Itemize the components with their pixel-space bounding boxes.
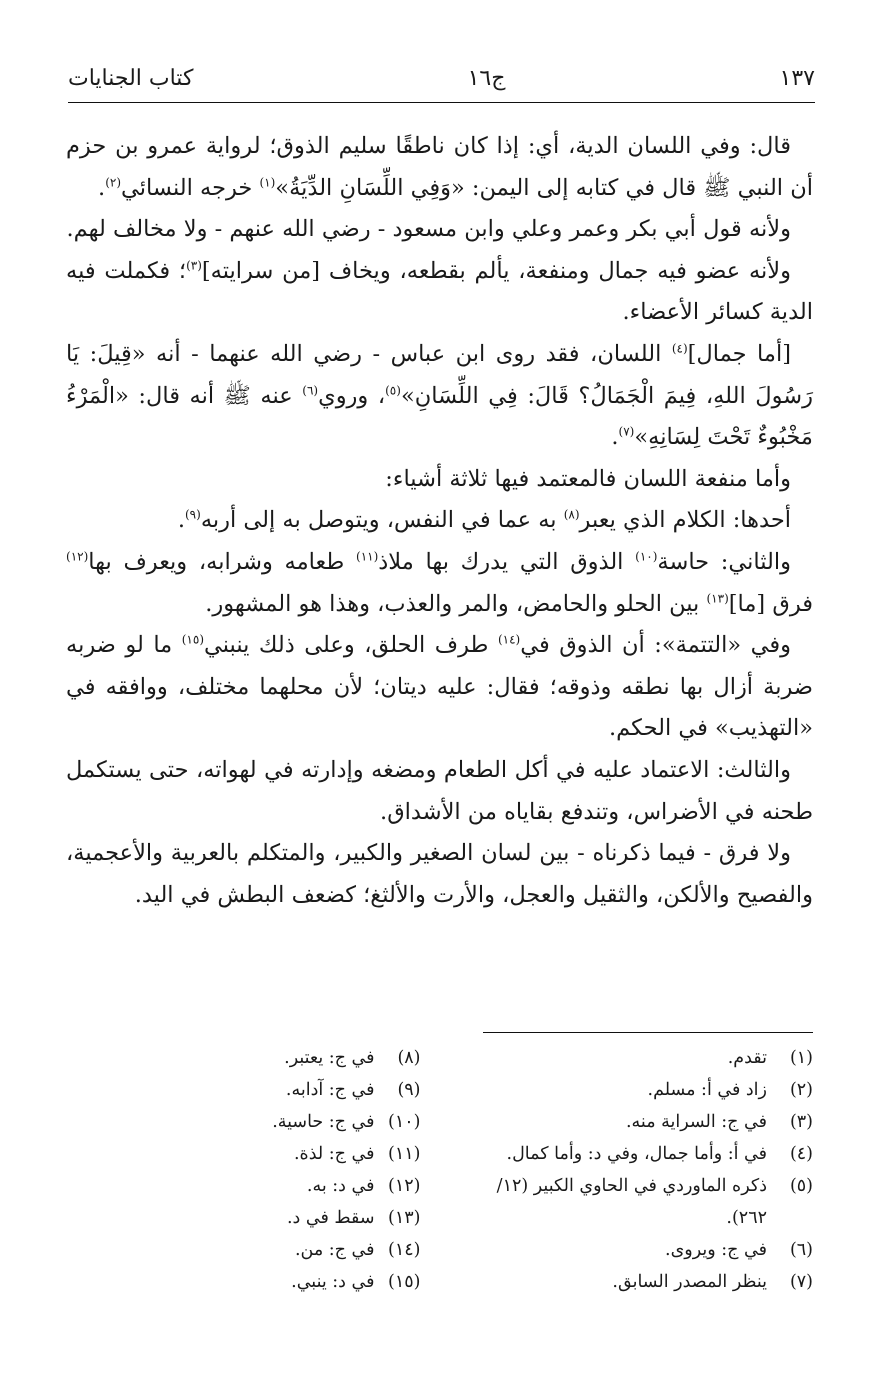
- footnotes-column-left: [68, 1042, 461, 1298]
- footnote: (٢) زاد في أ: مسلم.: [647, 1080, 813, 1100]
- footnote: (١٣) سقط في د.: [286, 1208, 421, 1228]
- footnote: (٦) في ج: ويروى.: [665, 1240, 813, 1260]
- paragraph: والثاني: حاسة$^{(١٠)}$ الذوق التي يدرك بها ملاذ$^{(١١)}$ طعامه وشرابه، ويعرف بها$^{(١٢)}$ فرق [ما]$^{(١٣)}$ بين الحلو والحامض، والمر والعذب، وهذا هو المشهور.: [66, 548, 813, 617]
- footnote: (١٥) في د: ينبي.: [291, 1272, 421, 1292]
- page-header: [68, 56, 815, 100]
- footnote: (٥) ذكره الماوردي في الحاوي الكبير (١٢/ ٢٦٢).: [496, 1176, 813, 1228]
- footnote: (٧) ينظر المصدر السابق.: [612, 1272, 813, 1292]
- footnote: (٩) في ج: آدابه.: [285, 1080, 421, 1100]
- paragraph: ولأنه قول أبي بكر وعمر وعلي وابن مسعود - رضي الله عنهم - ولا مخالف لهم.: [66, 216, 791, 243]
- footnote: (١٤) في ج: من.: [294, 1240, 421, 1260]
- footnotes-column-right: [461, 1042, 814, 1298]
- paragraph: ولا فرق - فيما ذكرناه - بين لسان الصغير والكبير، والمتكلم بالعربية والأعجمية، والفصيح والألكن، والثقيل والعجل، والأرت والألثغ؛ كضعف البطش في اليد.: [66, 840, 813, 908]
- main-text: [66, 126, 813, 916]
- footnote: (١١) في ج: لذة.: [293, 1144, 421, 1164]
- paragraph: قال: وفي اللسان الدية، أي: إذا كان ناطقًا سليم الذوق؛ لرواية عمرو بن حزم أن النبي ﷺ قال في كتابه إلى اليمن: «وَفِي اللِّسَانِ الدِّيَةُ»$^{(١)}$ خرجه النسائي$^{(٢)}$.: [66, 133, 813, 201]
- paragraph: [أما جمال]$^{(٤)}$ اللسان، فقد روى ابن عباس - رضي الله عنهما - أنه «قِيلَ: يَا رَسُولَ اللهِ، فِيمَ الْجَمَالُ؟ قَالَ: فِي اللِّسَانِ»$^{(٥)}$، وروي$^{(٦)}$ عنه ﷺ أنه قال: «الْمَرْءُ مَخْبُوءٌ تَحْتَ لِسَانِهِ»$^{(٧)}$.: [66, 340, 813, 451]
- footnote-divider: [483, 1032, 813, 1033]
- footnote: (٣) في ج: السراية منه.: [625, 1112, 813, 1132]
- volume-label: ج١٦: [467, 65, 506, 91]
- paragraph: ولأنه عضو فيه جمال ومنفعة، يألم بقطعه، ويخاف [من سرايته]$^{(٣)}$؛ فكملت فيه الدية كسائر الأعضاء.: [66, 257, 813, 326]
- footnote: (٤) في أ: وأما جمال، وفي د: وأما كمال.: [506, 1144, 813, 1164]
- paragraph: أحدها: الكلام الذي يعبر$^{(٨)}$ به عما في النفس، ويتوصل به إلى أربه$^{(٩)}$.: [177, 507, 791, 534]
- footnote: (١) تقدم.: [727, 1048, 813, 1068]
- footnote: (٨) في ج: يعتبر.: [284, 1048, 421, 1068]
- footnotes: [68, 1042, 813, 1298]
- paragraph: والثالث: الاعتماد عليه في أكل الطعام ومضغه وإدارته في لهواته، حتى يستكمل طحنه في الأضراس، وتندفع بقاياه من الأشداق.: [66, 756, 813, 825]
- footnote: (١٠) في ج: حاسية.: [272, 1112, 421, 1132]
- book-title: كتاب الجنايات: [68, 65, 194, 91]
- page-number: ١٣٧: [779, 65, 815, 91]
- footnote: (١٢) في د: به.: [306, 1176, 421, 1196]
- paragraph: وفي «التتمة»: أن الذوق في$^{(١٤)}$ طرف الحلق، وعلى ذلك ينبني$^{(١٥)}$ ما لو ضربه ضربة أزال بها نطقه وذوقه؛ فقال: عليه ديتان؛ لأن محلهما مختلف، ووافقه في «التهذيب» في الحكم.: [66, 632, 813, 742]
- header-divider: [68, 102, 815, 103]
- paragraph: وأما منفعة اللسان فالمعتمد فيها ثلاثة أشياء:: [385, 465, 791, 492]
